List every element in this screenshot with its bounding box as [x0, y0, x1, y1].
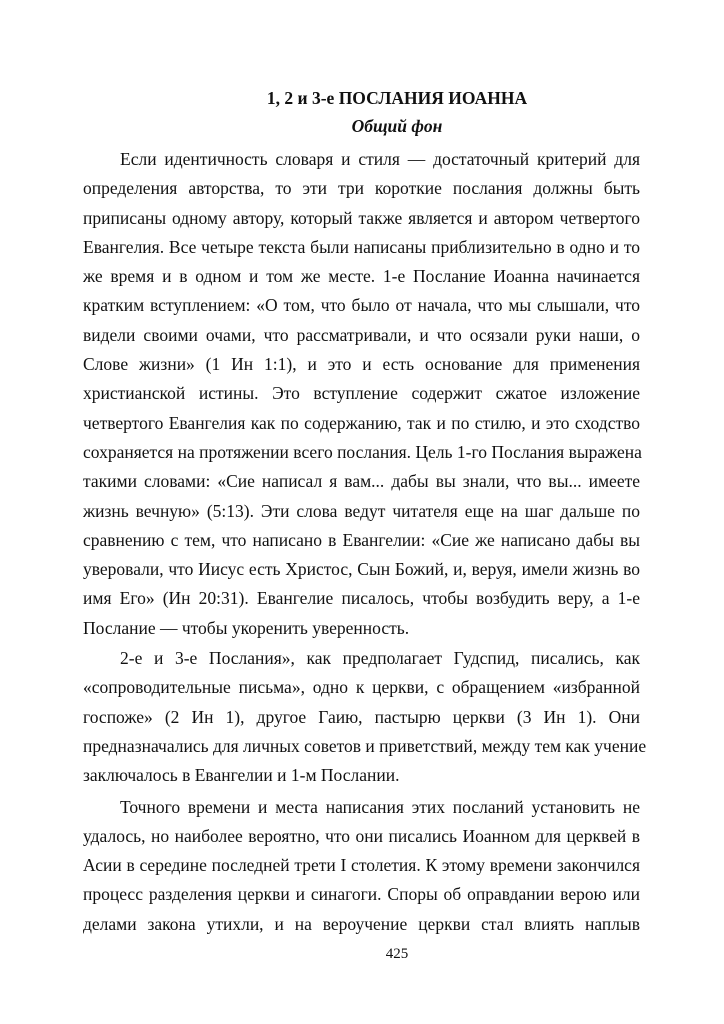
paragraph	[83, 644, 647, 790]
text-line: заключалось в Евангелии и 1-м Послании.	[83, 765, 400, 786]
text-line: Точного времени и места написания этих посланий установить не	[120, 796, 640, 817]
text-line: Асии в середине последней трети I столетия. К этому времени закончился	[83, 855, 640, 876]
text-line: 2-е и 3-е Послания», как предполагает Гудспид, писались, как	[120, 648, 640, 669]
paragraph	[83, 793, 640, 939]
text-line: процесс разделения церкви и синагоги. Споры об оправдании верою или	[83, 884, 640, 905]
body-text	[83, 145, 647, 940]
text-line: делами закона утихли, и на вероучение церкви стал влиять наплыв	[83, 913, 640, 934]
text-line: предназначались для личных советов и приветствий, между тем как учение	[83, 735, 647, 756]
text-line: госпоже» (2 Ин 1), другое Гаию, пастырю церкви (3 Ин 1). Они	[83, 706, 640, 727]
text-line: Если идентичность словаря и стиля — достаточный критерий для	[120, 149, 640, 169]
section-subtitle: Общий фон	[351, 116, 443, 136]
chapter-title: 1, 2 и 3-е ПОСЛАНИЯ ИОАННА	[266, 88, 528, 108]
text-line: четвертого Евангелия как по содержанию, так и по стилю, и это сходство	[83, 412, 640, 433]
text-line: удалось, но наиболее вероятно, что они писались Иоанном для церквей в	[83, 825, 640, 846]
text-line: Евангелия. Все четыре текста были написаны приблизительно в одно и то	[83, 236, 640, 257]
text-line: сравнению с тем, что написано в Евангелии: «Сие же написано дабы вы	[83, 529, 640, 550]
text-line: же время и в одном и том же месте. 1-е Послание Иоанна начинается	[83, 266, 640, 287]
text-line: Послание — чтобы укоренить уверенность.	[83, 617, 410, 638]
text-line: видели своими очами, что рассматривали, и что осязали руки наши, о	[83, 324, 640, 345]
text-line: сохраняется на протяжении всего послания. Цель 1-го Послания выражена	[83, 441, 642, 462]
paragraph	[83, 145, 640, 643]
text-line: христианской истины. Это вступление содержит сжатое изложение	[83, 383, 640, 404]
text-line: «сопроводительные письма», одно к церкви, с обращением «избранной	[83, 677, 640, 698]
text-line: имя Его» (Ин 20:31). Евангелие писалось, чтобы возбудить веру, а 1-е	[83, 588, 640, 609]
text-line: кратким вступлением: «О том, что было от начала, что мы слышали, что	[83, 295, 640, 316]
text-line: жизнь вечную» (5:13). Эти слова ведут читателя еще на шаг дальше по	[83, 500, 640, 521]
text-line: такими словами: «Сие написал я вам... дабы вы знали, что вы... имеете	[83, 471, 640, 492]
text-line: определения авторства, то эти три короткие послания должны быть	[83, 178, 640, 199]
text-line: уверовали, что Иисус есть Христос, Сын Божий, и, веруя, имели жизнь во	[83, 559, 640, 580]
page-number: 425	[385, 946, 409, 962]
text-line: приписаны одному автору, который также является и автором четвертого	[83, 207, 640, 228]
text-line: Слове жизни» (1 Ин 1:1), и это и есть основание для применения	[83, 354, 640, 375]
